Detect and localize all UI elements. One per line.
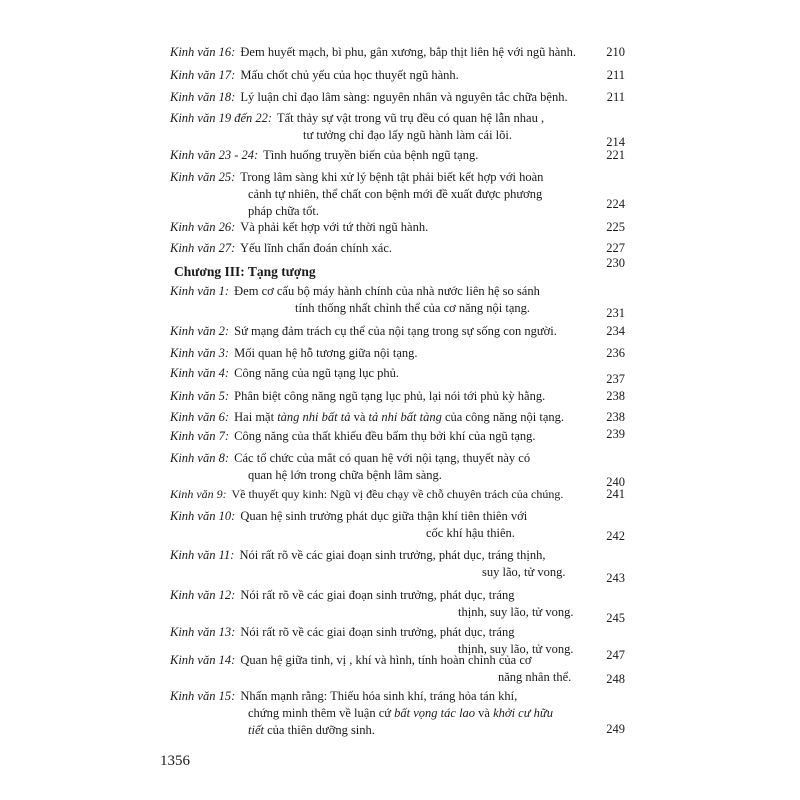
entry-label: Kinh văn 12: bbox=[170, 588, 236, 602]
entry-text: Lý luận chỉ đạo lâm sàng: nguyên nhân và nguyên tắc chữa bệnh. bbox=[240, 90, 568, 104]
entry-text-continued: tư tưởng chỉ đạo lấy ngũ hành làm cái lõi. bbox=[303, 128, 513, 142]
entry-label: Kinh văn 3: bbox=[170, 346, 230, 360]
toc-entry bbox=[170, 547, 625, 585]
entry-page-number: 227 bbox=[606, 241, 625, 255]
toc-entry bbox=[170, 450, 625, 489]
entry-label: Kinh văn 26: bbox=[170, 220, 236, 234]
entry-label: Kinh văn 17: bbox=[170, 68, 236, 82]
entry-text-part: của thiên dưỡng sinh. bbox=[263, 723, 375, 737]
toc-entry bbox=[170, 169, 625, 220]
entry-text-italic: khởi cư hữu bbox=[493, 706, 553, 720]
entry-page-number: 243 bbox=[606, 571, 625, 585]
entry-page-number: 214 bbox=[606, 135, 625, 149]
entry-label: Kinh văn 18: bbox=[170, 90, 236, 104]
chapter-heading bbox=[174, 256, 625, 280]
entry-text: Nói rất rõ về các giai đoạn sinh trưởng, phát dục, tráng thịnh, bbox=[239, 548, 546, 562]
entry-label: Kinh văn 16: bbox=[170, 45, 236, 59]
entry-page-number: 248 bbox=[606, 672, 625, 686]
entry-page-number: 242 bbox=[606, 529, 625, 543]
entry-text: Yếu lĩnh chẩn đoán chính xác. bbox=[239, 241, 392, 255]
entry-label: Kinh văn 1: bbox=[170, 284, 230, 298]
entry-text-italic: bất vọng tác lao bbox=[394, 706, 476, 720]
entry-text-continued: thịnh, suy lão, tử vong. bbox=[458, 642, 574, 656]
entry-text-part: chứng minh thêm về luận cứ bbox=[248, 706, 395, 720]
entry-text: Phân biệt công năng ngũ tạng lục phủ, lại nói tới phủ kỳ hằng. bbox=[234, 389, 546, 403]
toc-entry bbox=[170, 688, 625, 739]
entry-page-number: 249 bbox=[606, 722, 625, 736]
toc-entry bbox=[170, 508, 625, 542]
entry-label: Kinh văn 5: bbox=[170, 389, 230, 403]
entry-page-number: 237 bbox=[606, 372, 625, 386]
entry-text-part: và bbox=[350, 410, 369, 424]
entry-text-part: và bbox=[475, 706, 494, 720]
entry-text-continued: tính thống nhất chỉnh thể của cơ năng nội tạng. bbox=[295, 301, 531, 315]
entry-page-number: 247 bbox=[606, 648, 625, 662]
entry-page-number: 211 bbox=[606, 68, 625, 82]
entry-text: Về thuyết quy kinh: Ngũ vị đều chạy về chỗ chuyên trách của chúng. bbox=[231, 487, 564, 501]
toc-entry bbox=[170, 365, 625, 386]
entry-label: Kinh văn 23 - 24: bbox=[170, 148, 259, 162]
entry-text: Quan hệ giữa tinh, vị , khí và hình, tính hoàn chỉnh của cơ bbox=[240, 653, 532, 667]
toc-entry bbox=[170, 486, 625, 503]
entry-label: Kinh văn 15: bbox=[170, 689, 236, 703]
entry-text-continued bbox=[170, 722, 577, 739]
entry-label: Kinh văn 19 đến 22: bbox=[170, 111, 273, 125]
entry-text-italic: tả nhi bất tàng bbox=[368, 410, 442, 424]
toc-entry bbox=[170, 587, 625, 625]
page-number: 1356 bbox=[160, 753, 190, 769]
entry-page-number: 210 bbox=[606, 45, 625, 59]
entry-text: Đem huyết mạch, bì phu, gân xương, bắp thịt liên hệ với ngũ hành. bbox=[240, 45, 576, 59]
entry-text-part: của công năng nội tạng. bbox=[441, 410, 565, 424]
toc-entry bbox=[170, 147, 625, 164]
entry-text: Mối quan hệ hỗ tương giữa nội tạng. bbox=[234, 346, 418, 360]
entry-text-part: Hai mặt bbox=[234, 410, 278, 424]
toc-entry bbox=[170, 323, 625, 340]
entry-text: Trong lâm sàng khi xử lý bệnh tật phải biết kết hợp với hoàn bbox=[240, 170, 544, 184]
entry-label: Kinh văn 8: bbox=[170, 451, 230, 465]
toc-entry bbox=[170, 409, 625, 426]
entry-page-number: 211 bbox=[606, 90, 625, 104]
entry-label: Kinh văn 6: bbox=[170, 410, 230, 424]
entry-label: Kinh văn 11: bbox=[170, 548, 235, 562]
entry-label: Kinh văn 7: bbox=[170, 429, 230, 443]
entry-page-number: 221 bbox=[606, 148, 625, 162]
entry-text: Các tổ chức của mắt có quan hệ với nội tạng, thuyết này có bbox=[234, 451, 531, 465]
chapter-page-number: 230 bbox=[606, 256, 625, 270]
entry-page-number: 238 bbox=[606, 410, 625, 424]
entry-text: Đem cơ cấu bộ máy hành chính của nhà nước liên hệ so sánh bbox=[234, 284, 540, 298]
entry-text: Tất thảy sự vật trong vũ trụ đều có quan hệ lẫn nhau , bbox=[276, 111, 545, 125]
toc-entry bbox=[170, 240, 625, 257]
entry-text: Nói rất rõ về các giai đoạn sinh trưởng, phát dục, tráng bbox=[240, 625, 515, 639]
entry-page-number: 224 bbox=[606, 197, 625, 211]
entry-page-number: 240 bbox=[606, 475, 625, 489]
entry-page-number: 225 bbox=[606, 220, 625, 234]
entry-label: Kinh văn 27: bbox=[170, 241, 236, 255]
entry-label: Kinh văn 10: bbox=[170, 509, 236, 523]
toc-entry bbox=[170, 345, 625, 362]
entry-text: Sứ mạng đảm trách cụ thể của nội tạng trong sự sống con người. bbox=[234, 324, 557, 338]
entry-page-number: 236 bbox=[606, 346, 625, 360]
entry-text: Nhấn mạnh rằng: Thiếu hóa sinh khí, tráng hỏa tán khí, bbox=[240, 689, 518, 703]
entry-text-continued: quan hệ lớn trong chữa bệnh lâm sàng. bbox=[248, 468, 442, 482]
toc-entry bbox=[170, 89, 625, 106]
entry-page-number: 234 bbox=[606, 324, 625, 338]
entry-text: Công năng của thất khiếu đều bẩm thụ bởi khí của ngũ tạng. bbox=[234, 429, 536, 443]
entry-text bbox=[234, 410, 564, 424]
entry-text-continued: cảnh tự nhiên, thể chất con bệnh mới đề xuất được phương bbox=[248, 187, 543, 201]
entry-text-continued: thịnh, suy lão, tử vong. bbox=[458, 605, 574, 619]
entry-label: Kinh văn 9: bbox=[170, 487, 227, 501]
entry-text-italic: tiết bbox=[248, 723, 264, 737]
entry-page-number: 245 bbox=[606, 611, 625, 625]
entry-text-continued: năng nhân thể. bbox=[498, 670, 572, 684]
entry-page-number: 241 bbox=[606, 487, 625, 501]
toc-entry bbox=[170, 67, 625, 84]
entry-text-continued bbox=[170, 705, 577, 722]
entry-text: Nói rất rõ về các giai đoạn sinh trưởng, phát dục, tráng bbox=[240, 588, 515, 602]
entry-text-continued: suy lão, tử vong. bbox=[482, 565, 566, 579]
entry-label: Kinh văn 25: bbox=[170, 170, 236, 184]
entry-label: Kinh văn 2: bbox=[170, 324, 230, 338]
entry-text-continued: cốc khí hậu thiên. bbox=[426, 526, 515, 540]
entry-label: Kinh văn 13: bbox=[170, 625, 236, 639]
toc-entry bbox=[170, 219, 625, 236]
entry-label: Kinh văn 4: bbox=[170, 366, 230, 380]
entry-page-number: 231 bbox=[606, 306, 625, 320]
entry-text-italic: tàng nhi bất tả bbox=[277, 410, 351, 424]
chapter-title: Chương III: Tạng tượng bbox=[174, 264, 316, 279]
entry-page-number: 238 bbox=[606, 389, 625, 403]
toc-entry bbox=[170, 428, 625, 445]
entry-text: Tình huống truyền biến của bệnh ngũ tạng. bbox=[263, 148, 479, 162]
entry-label: Kinh văn 14: bbox=[170, 653, 236, 667]
entry-text-continued: pháp chữa tốt. bbox=[248, 204, 319, 218]
toc-entry bbox=[170, 652, 625, 686]
entry-text: Và phải kết hợp với tứ thời ngũ hành. bbox=[240, 220, 429, 234]
toc-entry bbox=[170, 110, 625, 149]
entry-text: Mấu chốt chủ yếu của học thuyết ngũ hành. bbox=[240, 68, 459, 82]
toc-entry bbox=[170, 388, 625, 405]
toc-entry bbox=[170, 283, 625, 320]
entry-page-number: 239 bbox=[606, 427, 625, 441]
toc-entry bbox=[170, 44, 625, 61]
entry-text: Công năng của ngũ tạng lục phủ. bbox=[234, 366, 400, 380]
entry-text: Quan hệ sinh trưởng phát dục giữa thận khí tiên thiên với bbox=[240, 509, 528, 523]
